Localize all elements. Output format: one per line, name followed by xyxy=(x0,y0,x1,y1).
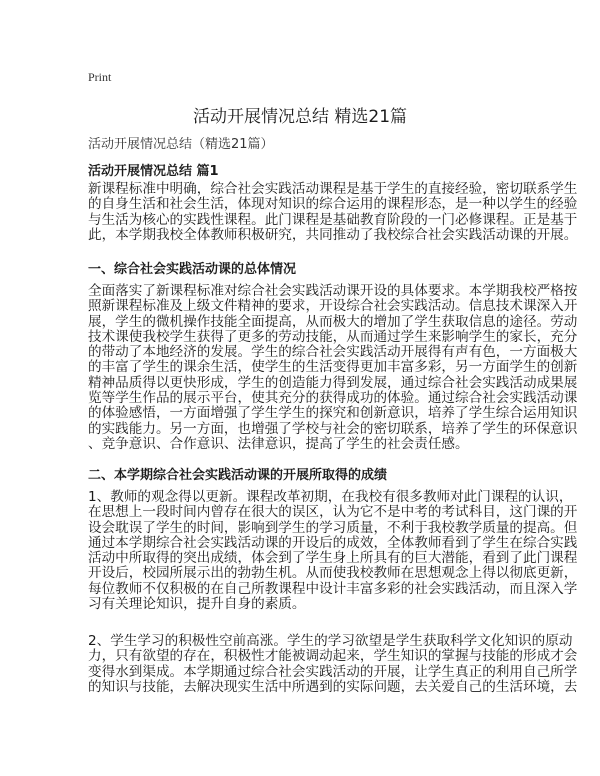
text-line: 览等学生作品的展示平台，使其充分的获得成功的体验。通过综合社会实践活动课 xyxy=(88,390,578,407)
text-line: 每位教师不仅积极的在自己所教课程中设计丰富多彩的社会实践活动，而且深入学 xyxy=(88,580,578,597)
text-line: 习有关理论知识，提升自身的素质。 xyxy=(88,596,306,613)
paragraph-3 xyxy=(88,489,578,613)
section-2-heading: 二、本学期综合社会实践活动课的开展所取得的成绩 xyxy=(88,468,388,483)
text-line: 与生活为核心的实践性课程。此门课程是基础教育阶段的一门必修课程。正是基于 xyxy=(88,211,578,228)
subtitle: 活动开展情况总结（精选21篇） xyxy=(88,137,274,152)
text-line: 在思想上一段时间内曾存在很大的误区，认为它不是中考的考试科目，这门课的开 xyxy=(88,504,578,521)
text-line: 1、教师的观念得以更新。课程改革初期，在我校有很多教师对此门课程的认识， xyxy=(88,489,573,505)
text-line: 技术课使我校学生获得了更多的劳动技能，从而通过学生来影响学生的家长，充分 xyxy=(88,328,578,345)
text-line: 精神品质得以更快形成，学生的创造能力得到发展，通过综合社会实践活动成果展 xyxy=(88,374,578,391)
text-line: 照新课程标准及上级文件精神的要求，开设综合社会实践活动。信息技术课深入开 xyxy=(88,298,578,315)
text-line: 变得水到渠成。本学期通过综合社会实践活动的开展，让学生真正的利用自己所学 xyxy=(88,663,578,680)
text-line: 的实践能力。另一方面，也增强了学校与社会的密切联系，培养了学生的环保意识 xyxy=(88,420,578,437)
paragraph-1 xyxy=(88,181,578,243)
text-line: 的自身生活和社会生活，体现对知识的综合运用的课程形态，是一种以学生的经验 xyxy=(88,196,578,213)
text-line: 力，只有欲望的存在，积极性才能被调动起来，学生知识的掌握与技能的形成才会 xyxy=(88,648,578,665)
text-line: 设会耽误了学生的时间，影响到学生的学习质量，不利于我校教学质量的提高。但 xyxy=(88,519,578,536)
text-line: 通过本学期综合社会实践活动课的开设后的成效，全体教师看到了学生在综合实践 xyxy=(88,534,578,551)
text-line: 展，学生的微机操作技能全面提高，从而极大的增加了学生获取信息的途径。劳动 xyxy=(88,313,578,330)
paragraph-4 xyxy=(88,633,578,695)
text-line: 开设后，校园所展示出的勃勃生机。从而使我校教师在思想观念上得以彻底更新， xyxy=(88,565,578,582)
text-line: 的知识与技能，去解决现实生活中所遇到的实际问题，去关爱自己的生活环境，去 xyxy=(88,678,578,695)
text-line: 全面落实了新课程标准对综合社会实践活动课开设的具体要求。本学期我校严格按 xyxy=(88,283,578,299)
text-line: 此，本学期我校全体教师积极研究，共同推动了我校综合社会实践活动课的开展。 xyxy=(88,226,578,243)
text-line: 的带动了本地经济的发展。学生的综合社会实践活动开展得有声有色，一方面极大 xyxy=(88,344,578,361)
article-heading: 活动开展情况总结 篇1 xyxy=(88,164,219,179)
text-line: 、竞争意识、合作意识、法律意识，提高了学生的社会责任感。 xyxy=(88,435,469,452)
text-line: 新课程标准中明确，综合社会实践活动课程是基于学生的直接经验，密切联系学生 xyxy=(88,181,578,197)
text-line: 活动中所取得的突出成绩，体会到了学生身上所具有的巨大潜能，看到了此门课程 xyxy=(88,550,578,567)
page-title: 活动开展情况总结 精选21篇 xyxy=(192,107,408,127)
section-1-heading: 一、综合社会实践活动课的总体情况 xyxy=(88,262,297,277)
text-line: 2、学生学习的积极性空前高涨。学生的学习欲望是学生获取科学文化知识的原动 xyxy=(88,633,573,649)
print-link[interactable]: Print xyxy=(88,70,112,84)
text-line: 的丰富了学生的课余生活，使学生的生活变得更加丰富多彩，另一方面学生的创新 xyxy=(88,359,578,376)
paragraph-2 xyxy=(88,283,578,452)
text-line: 的体验感悟，一方面增强了学生学生的探究和创新意识，培养了学生综合运用知识 xyxy=(88,405,578,422)
